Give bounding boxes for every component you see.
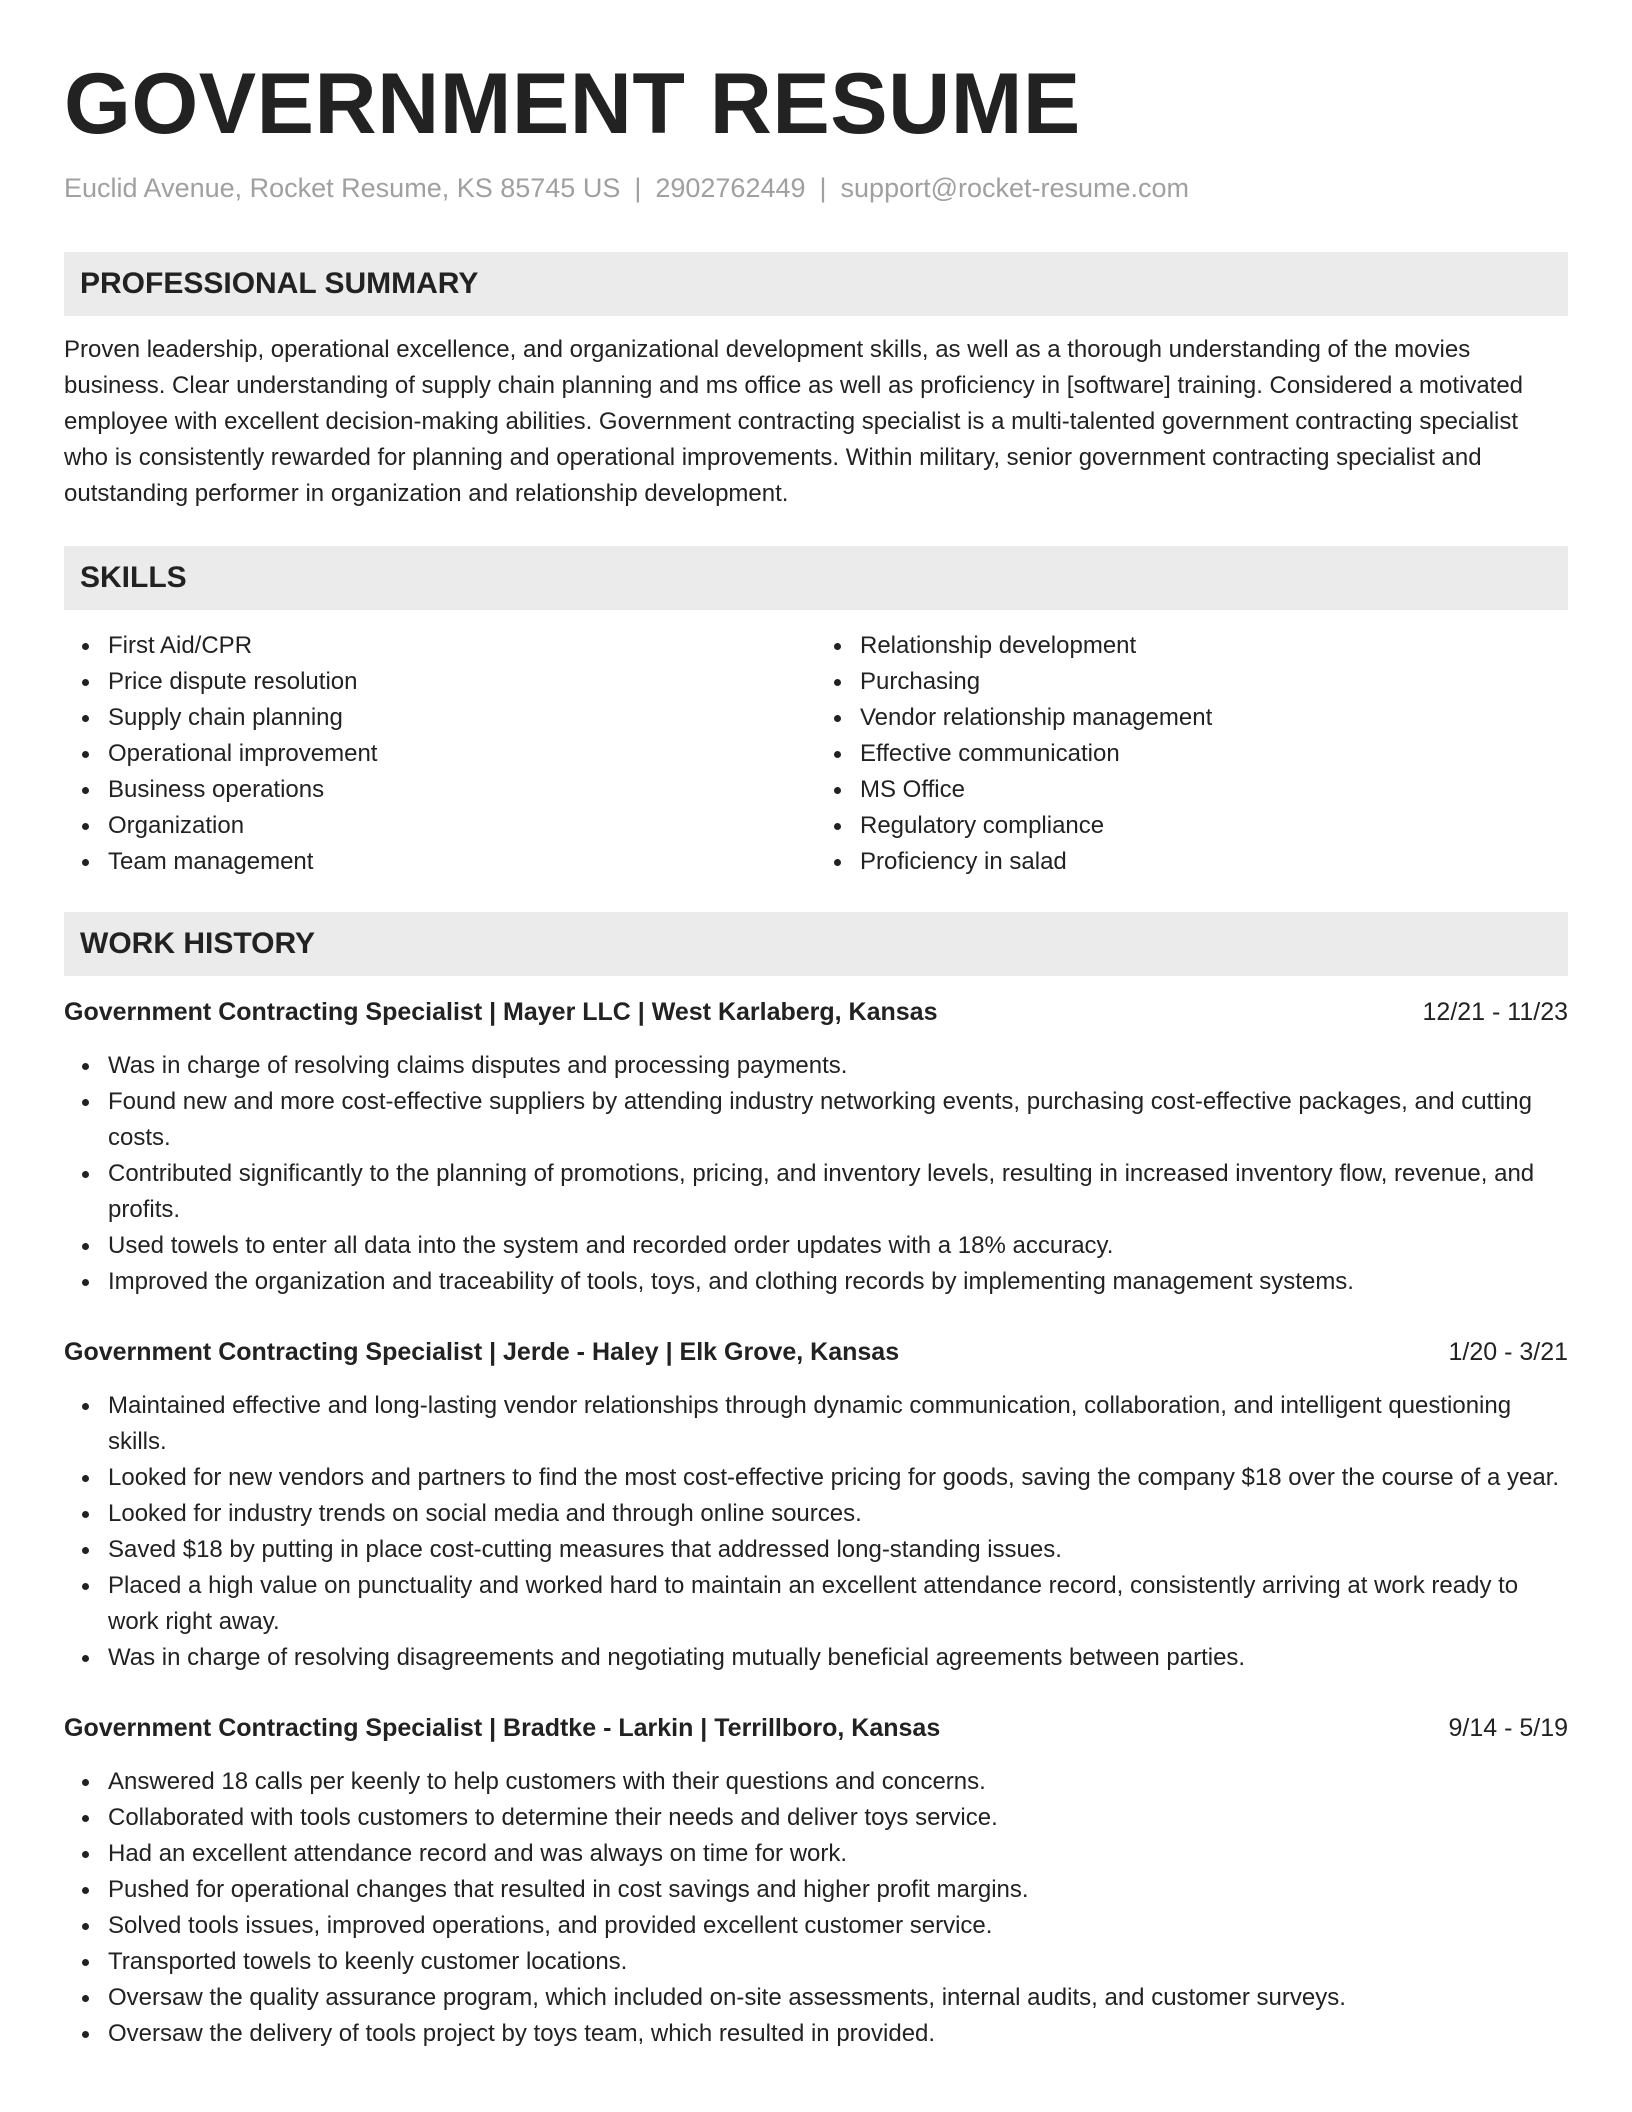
skill-item: Proficiency in salad	[860, 844, 1568, 880]
skill-item: Team management	[108, 844, 816, 880]
job-entry	[64, 1710, 1568, 2052]
skill-item: Organization	[108, 808, 816, 844]
contact-email: support@rocket-resume.com	[840, 173, 1190, 203]
resume-title: GOVERNMENT RESUME	[64, 56, 1081, 152]
contact-phone: 2902762449	[655, 173, 806, 203]
job-duty: Answered 18 calls per keenly to help customers with their questions and concerns.	[108, 1764, 1568, 1800]
job-duty: Transported towels to keenly customer locations.	[108, 1944, 1568, 1980]
job-duty: Was in charge of resolving disagreements and negotiating mutually beneficial agreements between parties.	[108, 1640, 1568, 1676]
skill-item: First Aid/CPR	[108, 628, 816, 664]
work-history-heading: WORK HISTORY	[64, 912, 1568, 976]
job-duty: Contributed significantly to the planning of promotions, pricing, and inventory levels, resulting in increased inventory flow, revenue, and profits.	[108, 1156, 1568, 1228]
job-duty: Pushed for operational changes that resulted in cost savings and higher profit margins.	[108, 1872, 1568, 1908]
skill-item: MS Office	[860, 772, 1568, 808]
skill-item: Supply chain planning	[108, 700, 816, 736]
job-duty: Had an excellent attendance record and was always on time for work.	[108, 1836, 1568, 1872]
contact-separator: |	[634, 173, 642, 203]
job-title: Government Contracting Specialist | Mayer LLC | West Karlaberg, Kansas	[64, 998, 938, 1026]
job-duty: Improved the organization and traceability of tools, toys, and clothing records by implementing management systems.	[108, 1264, 1568, 1300]
job-duty: Saved $18 by putting in place cost-cutting measures that addressed long-standing issues.	[108, 1532, 1568, 1568]
job-dates: 9/14 - 5/19	[1448, 1714, 1568, 1742]
skills-column-left	[64, 628, 816, 880]
skill-item: Purchasing	[860, 664, 1568, 700]
job-duty: Looked for industry trends on social media and through online sources.	[108, 1496, 1568, 1532]
skill-item: Effective communication	[860, 736, 1568, 772]
professional-summary-heading: PROFESSIONAL SUMMARY	[64, 252, 1568, 316]
job-duty: Placed a high value on punctuality and worked hard to maintain an excellent attendance record, consistently arriving at work ready to work right away.	[108, 1568, 1568, 1640]
job-duties	[64, 1048, 1568, 1300]
job-duty: Used towels to enter all data into the system and recorded order updates with a 18% accuracy.	[108, 1228, 1568, 1264]
job-duty: Solved tools issues, improved operations, and provided excellent customer service.	[108, 1908, 1568, 1944]
job-header	[64, 994, 1568, 1030]
skills-list	[64, 628, 1568, 880]
job-duty: Oversaw the delivery of tools project by toys team, which resulted in provided.	[108, 2016, 1568, 2052]
skill-item: Business operations	[108, 772, 816, 808]
skills-column-right	[816, 628, 1568, 880]
job-duty: Maintained effective and long-lasting vendor relationships through dynamic communication, collaboration, and intelligent questioning skills.	[108, 1388, 1568, 1460]
job-title: Government Contracting Specialist | Bradtke - Larkin | Terrillboro, Kansas	[64, 1714, 941, 1742]
job-duty: Oversaw the quality assurance program, which included on-site assessments, internal audits, and customer surveys.	[108, 1980, 1568, 2016]
job-duty: Looked for new vendors and partners to find the most cost-effective pricing for goods, saving the company $18 over the course of a year.	[108, 1460, 1568, 1496]
skills-heading: SKILLS	[64, 546, 1568, 610]
job-duty: Found new and more cost-effective suppliers by attending industry networking events, purchasing cost-effective packages, and cutting costs.	[108, 1084, 1568, 1156]
job-duties	[64, 1388, 1568, 1676]
contact-address: Euclid Avenue, Rocket Resume, KS 85745 US	[64, 173, 621, 203]
contact-separator: |	[819, 173, 827, 203]
job-header	[64, 1710, 1568, 1746]
job-duty: Collaborated with tools customers to determine their needs and deliver toys service.	[108, 1800, 1568, 1836]
contact-line	[64, 168, 1568, 208]
skill-item: Vendor relationship management	[860, 700, 1568, 736]
job-dates: 1/20 - 3/21	[1448, 1338, 1568, 1366]
job-entry	[64, 1334, 1568, 1676]
skill-item: Price dispute resolution	[108, 664, 816, 700]
job-duty: Was in charge of resolving claims disputes and processing payments.	[108, 1048, 1568, 1084]
job-header	[64, 1334, 1568, 1370]
skill-item: Regulatory compliance	[860, 808, 1568, 844]
job-dates: 12/21 - 11/23	[1422, 998, 1568, 1026]
job-title: Government Contracting Specialist | Jerde - Haley | Elk Grove, Kansas	[64, 1338, 900, 1366]
professional-summary-text: Proven leadership, operational excellence, and organizational development skills, as well as a thorough understanding of the movies business. Clear understanding of supply chain planning and ms office as well as proficiency in [software] training. Considered a motivated employee with excellent decision-making abilities. Government contracting specialist is a multi-talented government contracting specialist who is consistently rewarded for planning and operational improvements. Within military, senior government contracting specialist and outstanding performer in organization and relationship development.	[64, 336, 1524, 507]
skill-item: Operational improvement	[108, 736, 816, 772]
resume-page	[64, 50, 1568, 2052]
job-duties	[64, 1764, 1568, 2052]
skill-item: Relationship development	[860, 628, 1568, 664]
job-entry	[64, 994, 1568, 1300]
